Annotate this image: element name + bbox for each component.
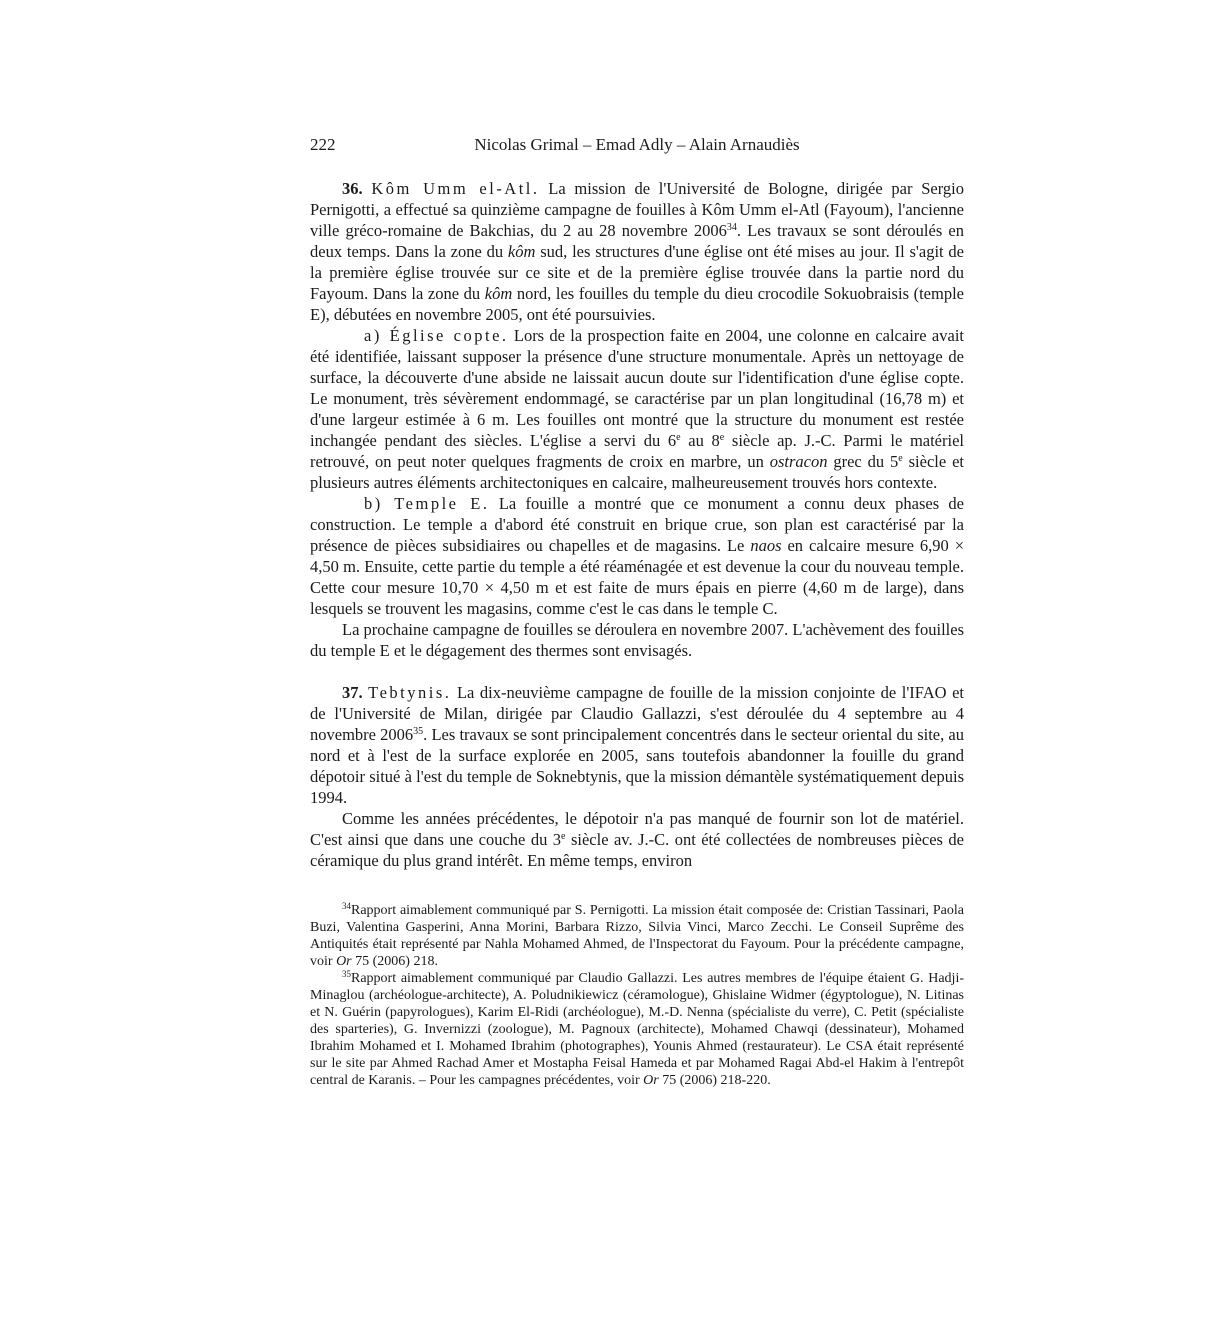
paragraph: 36. Kôm Umm el-Atl. La mission de l'Université de Bologne, dirigée par Sergio Pernigotti, a effectué sa quinzième campagne de fouilles à Kôm Umm el-Atl (Fayoum), l'ancienne ville gréco-romaine de Bakchias, du 2 au 28 novembre 2006$^{34}$. Les travaux se sont déroulés en deux temps. Dans la zone du kôm sud, les structures d'une église ont été mises au jour. Il s'agit de la première église trouvée sur ce site et de la première église trouvée dans la partie nord du Fayoum. Dans la zone du kôm nord, les fouilles du temple du dieu crocodile Sokuobraisis (temple E), débutées en novembre 2005, ont été poursuivies. <box>310 179 964 324</box>
running-head-authors: Nicolas Grimal – Emad Adly – Alain Arnaudiès <box>474 135 800 154</box>
paragraph: b) Temple E. La fouille a montré que ce monument a connu deux phases de construction. Le temple a d'abord été construit en brique crue, son plan est caractérisé par la présence de pièces subsidiaires ou chapelles et de magasins. Le naos en calcaire mesure 6,90 × 4,50 m. Ensuite, cette partie du temple a été réaménagée et est devenue la cour du nouveau temple. Cette cour mesure 10,70 × 4,50 m et est faite de murs épais en pierre (4,60 m de large), dans lesquels se trouvent les magasins, comme c'est le cas dans le temple C. <box>310 494 965 618</box>
footnote-mark: 35 <box>342 969 351 979</box>
section-number: 36. <box>342 179 363 198</box>
section-36 <box>310 178 964 661</box>
subsection-label: b) Temple E. <box>364 494 490 513</box>
footnote-34: $^{34}$Rapport aimablement communiqué par S. Pernigotti. La mission était composée de: Cristian Tassinari, Paola Buzi, Valentina Gasperini, Anna Morini, Barbara Rizzo, Silvia Vinci, Marco Zecchi. Le Conseil Suprême des Antiquités était représenté par Nahla Mohamed Ahmed, de l'Inspectorat du Fayoum. Pour la précédente campagne, voir Or 75 (2006) 218. <box>310 901 964 969</box>
footnote-35: $^{35}$Rapport aimablement communiqué par Claudio Gallazzi. Les autres membres de l'équipe étaient G. Hadji-Minaglou (archéologue-architecte), A. Poludnikiewicz (céramologue), Ghislaine Widmer (égyptologue), N. Litinas et N. Guérin (papyrologues), Karim El-Ridi (archéologue), M.-D. Nenna (spécialiste du verre), C. Petit (spécialiste des sparteries), G. Invernizzi (zoologue), M. Pagnoux (architecte), Mohamed Chawqi (dessinateur), Mohamed Ibrahim Mohamed et I. Mohamed Ibrahim (photographes), Younis Ahmed (restaurateur). Le CSA était représenté sur le site par Ahmed Rachad Amer et Mostapha Feisal Hameda et par Mohamed Ragai Abd-el Hakim à l'entrepôt central de Karanis. – Pour les campagnes précédentes, voir Or 75 (2006) 218-220. <box>310 969 964 1088</box>
section-number: 37. <box>342 683 363 702</box>
site-name: Kôm Umm el-Atl. <box>371 179 540 198</box>
footnote-ref-34[interactable]: 34 <box>726 222 737 233</box>
site-name: Tebtynis. <box>368 683 452 702</box>
paragraph: La prochaine campagne de fouilles se déroulera en novembre 2007. L'achèvement des fouilles du temple E et le dégagement des thermes sont envisagés. <box>310 620 964 660</box>
page <box>310 128 964 1089</box>
footnotes <box>310 902 964 1089</box>
footnote-mark: 34 <box>342 901 351 911</box>
paragraph: Comme les années précédentes, le dépotoir n'a pas manqué de fournir son lot de matériel. C'est ainsi que dans une couche du 3e siècle av. J.-C. ont été collectées de nombreuses pièces de céramique du plus grand intérêt. En même temps, environ <box>310 809 964 870</box>
body-text <box>310 178 964 871</box>
section-37 <box>310 682 964 871</box>
subsection-label: a) Église copte. <box>364 326 509 345</box>
page-number: 222 <box>310 135 336 154</box>
running-head <box>310 128 964 162</box>
paragraph: 37. Tebtynis. La dix-neuvième campagne de fouille de la mission conjointe de l'IFAO et de l'Université de Milan, dirigée par Claudio Gallazzi, s'est déroulée du 4 septembre au 4 novembre 2006$^{35}$. Les travaux se sont principalement concentrés dans le secteur oriental du site, au nord et à l'est de la surface explorée en 2005, sans toutefois abandonner la fouille du grand dépotoir situé à l'est du temple de Soknebtynis, que la mission démantèle systématiquement depuis 1994. <box>310 683 965 807</box>
footnote-ref-35[interactable]: 35 <box>413 726 424 737</box>
paragraph: a) Église copte. Lors de la prospection faite en 2004, une colonne en calcaire avait été identifiée, laissant supposer la présence d'une structure monumentale. Après un nettoyage de surface, la découverte d'une abside ne laissait aucun doute sur l'identification d'une église copte. Le monument, très sévèrement endommagé, se caractérise par un plan longitudinal (16,78 m) et d'une largeur estimée à 6 m. Les fouilles ont montré que la structure du monument est restée inchangée pendant des siècles. L'église a servi du 6e au 8e siècle ap. J.-C. Parmi le matériel retrouvé, on peut noter quelques fragments de croix en marbre, un ostracon grec du 5e siècle et plusieurs autres éléments architectoniques en calcaire, malheureusement trouvés hors contexte. <box>310 326 964 492</box>
